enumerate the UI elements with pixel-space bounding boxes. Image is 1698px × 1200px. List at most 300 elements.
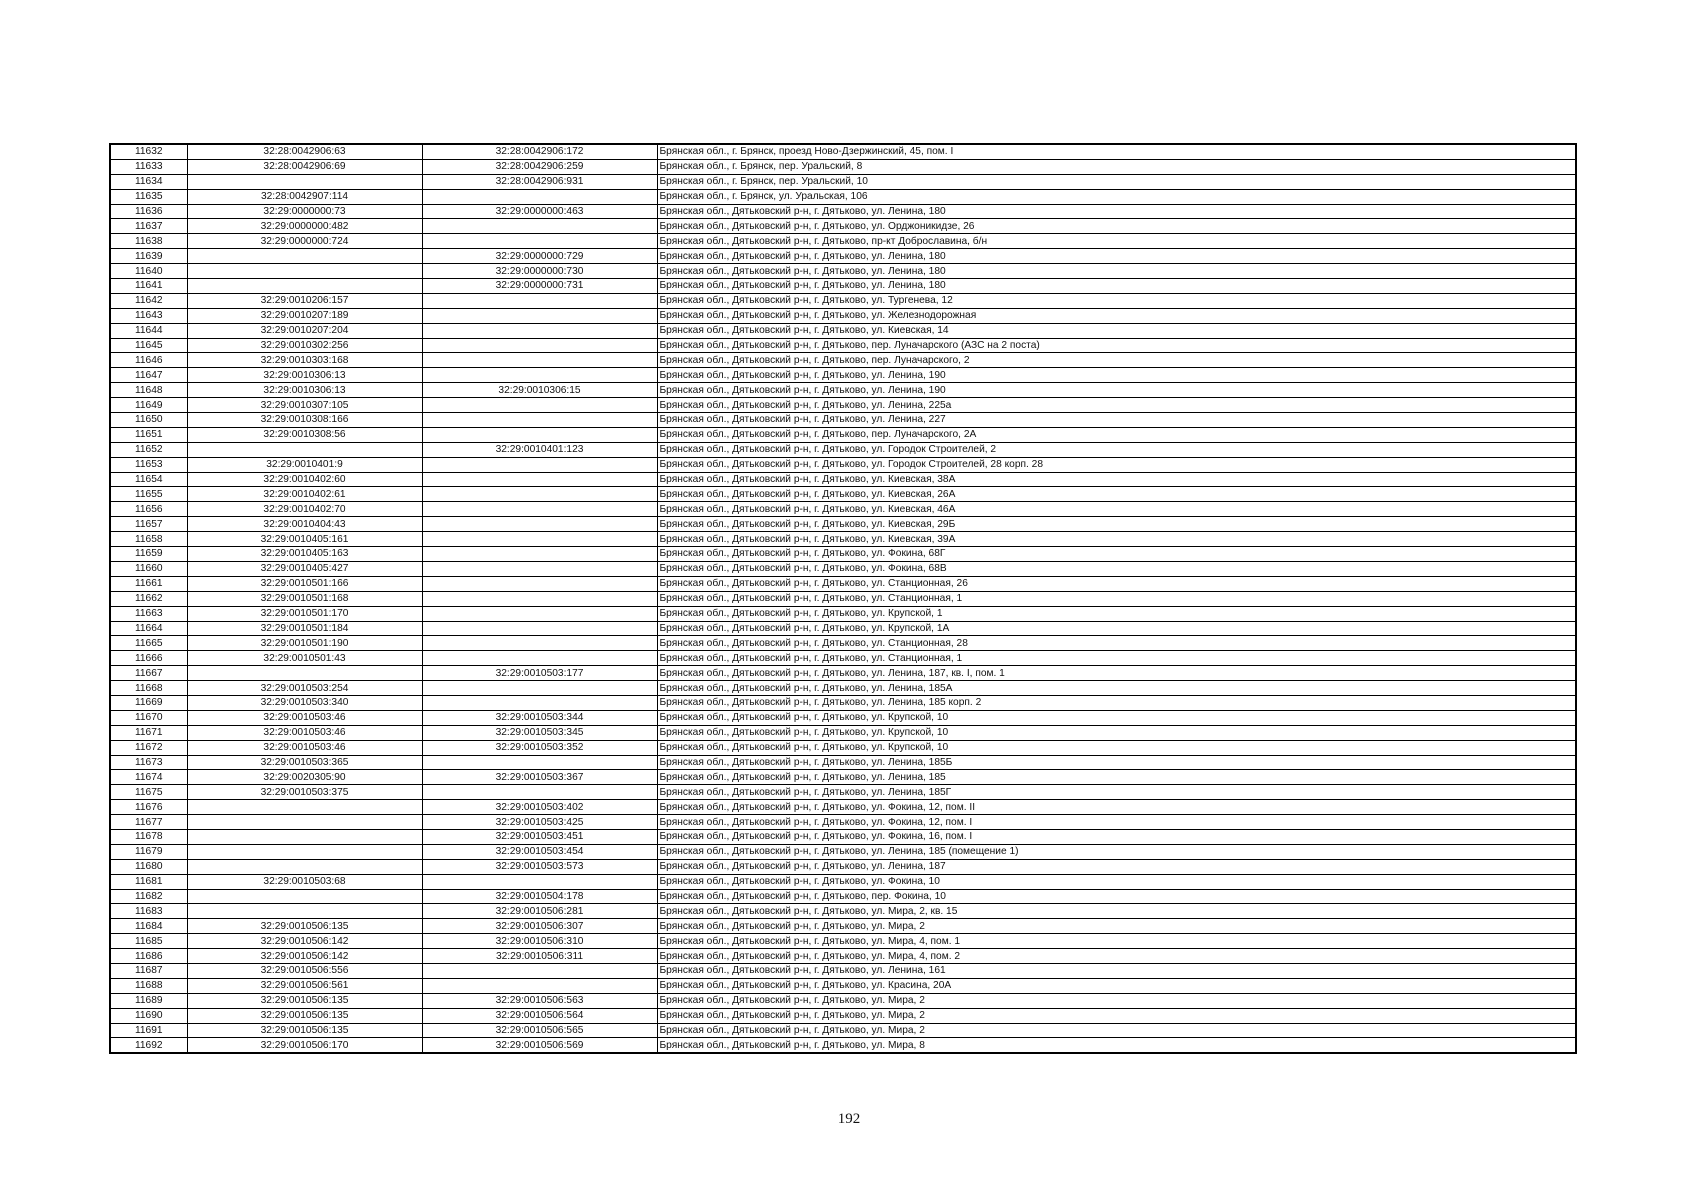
address-cell: Брянская обл., Дятьковский р-н, г. Дятьково, ул. Киевская, 14 <box>657 323 1576 338</box>
address-cell: Брянская обл., Дятьковский р-н, г. Дятьково, пр-кт Доброславина, б/н <box>657 234 1576 249</box>
land-cadastral-number-cell: 32:29:0010506:556 <box>187 963 422 978</box>
row-number-cell: 11663 <box>110 606 187 621</box>
object-cadastral-number-cell: 32:29:0000000:730 <box>422 264 657 279</box>
table-row <box>110 695 1576 710</box>
row-number-cell: 11670 <box>110 710 187 725</box>
land-cadastral-number-cell: 32:29:0010506:135 <box>187 1023 422 1038</box>
table-row <box>110 234 1576 249</box>
object-cadastral-number-cell <box>422 219 657 234</box>
table-row <box>110 949 1576 964</box>
address-cell: Брянская обл., Дятьковский р-н, г. Дятьково, ул. Мира, 4, пом. 2 <box>657 949 1576 964</box>
row-number-cell: 11674 <box>110 770 187 785</box>
object-cadastral-number-cell: 32:29:0010506:563 <box>422 993 657 1008</box>
land-cadastral-number-cell: 32:29:0010501:43 <box>187 651 422 666</box>
table-row <box>110 1023 1576 1038</box>
object-cadastral-number-cell <box>422 547 657 562</box>
address-cell: Брянская обл., Дятьковский р-н, г. Дятьково, ул. Станционная, 1 <box>657 591 1576 606</box>
address-cell: Брянская обл., Дятьковский р-н, г. Дятьково, ул. Ленина, 180 <box>657 249 1576 264</box>
address-cell: Брянская обл., Дятьковский р-н, г. Дятьково, ул. Станционная, 26 <box>657 576 1576 591</box>
row-number-cell: 11634 <box>110 174 187 189</box>
table-row <box>110 353 1576 368</box>
object-cadastral-number-cell <box>422 576 657 591</box>
table-row <box>110 829 1576 844</box>
address-cell: Брянская обл., Дятьковский р-н, г. Дятьково, ул. Крупской, 10 <box>657 725 1576 740</box>
address-cell: Брянская обл., Дятьковский р-н, г. Дятьково, ул. Фокина, 12, пом. I <box>657 815 1576 830</box>
row-number-cell: 11685 <box>110 934 187 949</box>
address-cell: Брянская обл., г. Брянск, пер. Уральский, 8 <box>657 159 1576 174</box>
land-cadastral-number-cell: 32:29:0000000:724 <box>187 234 422 249</box>
land-cadastral-number-cell: 32:29:0010506:142 <box>187 934 422 949</box>
land-cadastral-number-cell: 32:29:0010401:9 <box>187 457 422 472</box>
address-cell: Брянская обл., Дятьковский р-н, г. Дятьково, ул. Ленина, 180 <box>657 264 1576 279</box>
row-number-cell: 11638 <box>110 234 187 249</box>
table-row <box>110 710 1576 725</box>
row-number-cell: 11648 <box>110 383 187 398</box>
row-number-cell: 11689 <box>110 993 187 1008</box>
row-number-cell: 11680 <box>110 859 187 874</box>
address-cell: Брянская обл., Дятьковский р-н, г. Дятьково, ул. Крупской, 1А <box>657 621 1576 636</box>
table-row <box>110 472 1576 487</box>
row-number-cell: 11633 <box>110 159 187 174</box>
row-number-cell: 11635 <box>110 189 187 204</box>
address-cell: Брянская обл., Дятьковский р-н, г. Дятьково, ул. Фокина, 68Г <box>657 547 1576 562</box>
land-cadastral-number-cell <box>187 800 422 815</box>
land-cadastral-number-cell: 32:29:0020305:90 <box>187 770 422 785</box>
table-row <box>110 815 1576 830</box>
land-cadastral-number-cell: 32:29:0010506:135 <box>187 1008 422 1023</box>
address-cell: Брянская обл., Дятьковский р-н, г. Дятьково, ул. Фокина, 12, пом. II <box>657 800 1576 815</box>
row-number-cell: 11640 <box>110 264 187 279</box>
table-row <box>110 264 1576 279</box>
land-cadastral-number-cell <box>187 442 422 457</box>
row-number-cell: 11668 <box>110 681 187 696</box>
address-cell: Брянская обл., Дятьковский р-н, г. Дятьково, ул. Станционная, 1 <box>657 651 1576 666</box>
row-number-cell: 11681 <box>110 874 187 889</box>
address-cell: Брянская обл., Дятьковский р-н, г. Дятьково, ул. Ленина, 185А <box>657 681 1576 696</box>
address-cell: Брянская обл., Дятьковский р-н, г. Дятьково, ул. Мира, 2 <box>657 993 1576 1008</box>
row-number-cell: 11646 <box>110 353 187 368</box>
object-cadastral-number-cell <box>422 502 657 517</box>
address-cell: Брянская обл., Дятьковский р-н, г. Дятьково, ул. Ленина, 180 <box>657 279 1576 294</box>
row-number-cell: 11673 <box>110 755 187 770</box>
object-cadastral-number-cell <box>422 651 657 666</box>
object-cadastral-number-cell: 32:29:0010506:310 <box>422 934 657 949</box>
object-cadastral-number-cell <box>422 472 657 487</box>
table-row <box>110 666 1576 681</box>
table-row <box>110 1008 1576 1023</box>
table-row <box>110 174 1576 189</box>
address-cell: Брянская обл., Дятьковский р-н, г. Дятьково, ул. Киевская, 46А <box>657 502 1576 517</box>
table-row <box>110 427 1576 442</box>
table-row <box>110 561 1576 576</box>
land-cadastral-number-cell: 32:28:0042906:63 <box>187 144 422 159</box>
land-cadastral-number-cell <box>187 844 422 859</box>
row-number-cell: 11677 <box>110 815 187 830</box>
table-row <box>110 919 1576 934</box>
address-cell: Брянская обл., Дятьковский р-н, г. Дятьково, ул. Ленина, 190 <box>657 368 1576 383</box>
land-cadastral-number-cell: 32:29:0010503:365 <box>187 755 422 770</box>
row-number-cell: 11659 <box>110 547 187 562</box>
address-cell: Брянская обл., Дятьковский р-н, г. Дятьково, ул. Крупской, 10 <box>657 710 1576 725</box>
address-cell: Брянская обл., Дятьковский р-н, г. Дятьково, ул. Мира, 2, кв. 15 <box>657 904 1576 919</box>
table-row <box>110 755 1576 770</box>
land-cadastral-number-cell: 32:29:0010503:46 <box>187 725 422 740</box>
land-cadastral-number-cell <box>187 829 422 844</box>
object-cadastral-number-cell: 32:29:0010506:311 <box>422 949 657 964</box>
table-row <box>110 279 1576 294</box>
row-number-cell: 11686 <box>110 949 187 964</box>
address-cell: Брянская обл., Дятьковский р-н, г. Дятьково, ул. Тургенева, 12 <box>657 293 1576 308</box>
address-cell: Брянская обл., Дятьковский р-н, г. Дятьково, ул. Мира, 8 <box>657 1038 1576 1053</box>
land-cadastral-number-cell: 32:29:0010501:166 <box>187 576 422 591</box>
land-cadastral-number-cell: 32:29:0010501:170 <box>187 606 422 621</box>
cadastral-table <box>109 143 1577 1054</box>
address-cell: Брянская обл., Дятьковский р-н, г. Дятьково, ул. Киевская, 39А <box>657 532 1576 547</box>
object-cadastral-number-cell <box>422 874 657 889</box>
object-cadastral-number-cell <box>422 308 657 323</box>
object-cadastral-number-cell: 32:29:0000000:463 <box>422 204 657 219</box>
object-cadastral-number-cell <box>422 398 657 413</box>
address-cell: Брянская обл., Дятьковский р-н, г. Дятьково, ул. Мира, 2 <box>657 1008 1576 1023</box>
land-cadastral-number-cell: 32:29:0010503:46 <box>187 710 422 725</box>
land-cadastral-number-cell: 32:29:0010501:190 <box>187 636 422 651</box>
land-cadastral-number-cell: 32:29:0010306:13 <box>187 383 422 398</box>
address-cell: Брянская обл., Дятьковский р-н, г. Дятьково, ул. Ленина, 180 <box>657 204 1576 219</box>
row-number-cell: 11671 <box>110 725 187 740</box>
address-cell: Брянская обл., Дятьковский р-н, г. Дятьково, ул. Ленина, 185 корп. 2 <box>657 695 1576 710</box>
row-number-cell: 11662 <box>110 591 187 606</box>
object-cadastral-number-cell: 32:28:0042906:172 <box>422 144 657 159</box>
land-cadastral-number-cell: 32:28:0042907:114 <box>187 189 422 204</box>
land-cadastral-number-cell <box>187 859 422 874</box>
table-row <box>110 249 1576 264</box>
table-row <box>110 978 1576 993</box>
address-cell: Брянская обл., Дятьковский р-н, г. Дятьково, ул. Киевская, 26А <box>657 487 1576 502</box>
land-cadastral-number-cell: 32:29:0010503:46 <box>187 740 422 755</box>
row-number-cell: 11691 <box>110 1023 187 1038</box>
land-cadastral-number-cell: 32:29:0010506:170 <box>187 1038 422 1053</box>
address-cell: Брянская обл., Дятьковский р-н, г. Дятьково, ул. Ленина, 161 <box>657 963 1576 978</box>
object-cadastral-number-cell: 32:29:0010506:569 <box>422 1038 657 1053</box>
object-cadastral-number-cell: 32:29:0010503:352 <box>422 740 657 755</box>
row-number-cell: 11639 <box>110 249 187 264</box>
row-number-cell: 11650 <box>110 413 187 428</box>
row-number-cell: 11664 <box>110 621 187 636</box>
object-cadastral-number-cell <box>422 532 657 547</box>
address-cell: Брянская обл., Дятьковский р-н, г. Дятьково, ул. Мира, 2 <box>657 919 1576 934</box>
table-row <box>110 576 1576 591</box>
table-row <box>110 844 1576 859</box>
object-cadastral-number-cell <box>422 413 657 428</box>
address-cell: Брянская обл., г. Брянск, пер. Уральский, 10 <box>657 174 1576 189</box>
table-row <box>110 189 1576 204</box>
object-cadastral-number-cell <box>422 606 657 621</box>
row-number-cell: 11636 <box>110 204 187 219</box>
table-row <box>110 785 1576 800</box>
object-cadastral-number-cell: 32:29:0010504:178 <box>422 889 657 904</box>
table-row <box>110 740 1576 755</box>
table-row <box>110 517 1576 532</box>
land-cadastral-number-cell <box>187 815 422 830</box>
row-number-cell: 11643 <box>110 308 187 323</box>
row-number-cell: 11656 <box>110 502 187 517</box>
address-cell: Брянская обл., г. Брянск, ул. Уральская, 106 <box>657 189 1576 204</box>
object-cadastral-number-cell <box>422 234 657 249</box>
table-row <box>110 219 1576 234</box>
row-number-cell: 11652 <box>110 442 187 457</box>
address-cell: Брянская обл., Дятьковский р-н, г. Дятьково, ул. Ленина, 187, кв. I, пом. 1 <box>657 666 1576 681</box>
object-cadastral-number-cell <box>422 487 657 502</box>
land-cadastral-number-cell: 32:29:0010503:68 <box>187 874 422 889</box>
address-cell: Брянская обл., Дятьковский р-н, г. Дятьково, ул. Фокина, 68В <box>657 561 1576 576</box>
address-cell: Брянская обл., Дятьковский р-н, г. Дятьково, ул. Городок Строителей, 28 корп. 28 <box>657 457 1576 472</box>
row-number-cell: 11645 <box>110 338 187 353</box>
row-number-cell: 11647 <box>110 368 187 383</box>
table-row <box>110 383 1576 398</box>
table-row <box>110 442 1576 457</box>
object-cadastral-number-cell <box>422 457 657 472</box>
address-cell: Брянская обл., Дятьковский р-н, г. Дятьково, пер. Луначарского (АЗС на 2 поста) <box>657 338 1576 353</box>
table-row <box>110 1038 1576 1053</box>
row-number-cell: 11676 <box>110 800 187 815</box>
land-cadastral-number-cell: 32:29:0010306:13 <box>187 368 422 383</box>
object-cadastral-number-cell: 32:29:0010506:307 <box>422 919 657 934</box>
object-cadastral-number-cell <box>422 636 657 651</box>
table-row <box>110 874 1576 889</box>
address-cell: Брянская обл., Дятьковский р-н, г. Дятьково, пер. Фокина, 10 <box>657 889 1576 904</box>
row-number-cell: 11679 <box>110 844 187 859</box>
table-row <box>110 413 1576 428</box>
table-row <box>110 963 1576 978</box>
object-cadastral-number-cell <box>422 681 657 696</box>
land-cadastral-number-cell: 32:29:0010207:189 <box>187 308 422 323</box>
address-cell: Брянская обл., Дятьковский р-н, г. Дятьково, ул. Станционная, 28 <box>657 636 1576 651</box>
row-number-cell: 11667 <box>110 666 187 681</box>
address-cell: Брянская обл., Дятьковский р-н, г. Дятьково, ул. Городок Строителей, 2 <box>657 442 1576 457</box>
row-number-cell: 11644 <box>110 323 187 338</box>
object-cadastral-number-cell <box>422 591 657 606</box>
table-row <box>110 859 1576 874</box>
object-cadastral-number-cell: 32:29:0010503:367 <box>422 770 657 785</box>
table-row <box>110 204 1576 219</box>
row-number-cell: 11675 <box>110 785 187 800</box>
address-cell: Брянская обл., Дятьковский р-н, г. Дятьково, ул. Фокина, 10 <box>657 874 1576 889</box>
address-cell: Брянская обл., Дятьковский р-н, г. Дятьково, ул. Железнодорожная <box>657 308 1576 323</box>
land-cadastral-number-cell <box>187 279 422 294</box>
table-row <box>110 725 1576 740</box>
object-cadastral-number-cell: 32:29:0010503:454 <box>422 844 657 859</box>
address-cell: Брянская обл., Дятьковский р-н, г. Дятьково, пер. Луначарского, 2А <box>657 427 1576 442</box>
land-cadastral-number-cell: 32:29:0010303:168 <box>187 353 422 368</box>
row-number-cell: 11651 <box>110 427 187 442</box>
object-cadastral-number-cell <box>422 293 657 308</box>
land-cadastral-number-cell: 32:29:0010506:561 <box>187 978 422 993</box>
table-row <box>110 487 1576 502</box>
address-cell: Брянская обл., г. Брянск, проезд Ново-Дзержинский, 45, пом. I <box>657 144 1576 159</box>
land-cadastral-number-cell: 32:29:0010506:135 <box>187 993 422 1008</box>
address-cell: Брянская обл., Дятьковский р-н, г. Дятьково, ул. Крупской, 10 <box>657 740 1576 755</box>
object-cadastral-number-cell: 32:29:0000000:729 <box>422 249 657 264</box>
land-cadastral-number-cell: 32:29:0010402:60 <box>187 472 422 487</box>
object-cadastral-number-cell: 32:29:0010503:402 <box>422 800 657 815</box>
address-cell: Брянская обл., Дятьковский р-н, г. Дятьково, ул. Ленина, 185 (помещение 1) <box>657 844 1576 859</box>
table-row <box>110 651 1576 666</box>
object-cadastral-number-cell: 32:29:0010506:281 <box>422 904 657 919</box>
row-number-cell: 11649 <box>110 398 187 413</box>
land-cadastral-number-cell: 32:29:0010506:142 <box>187 949 422 964</box>
object-cadastral-number-cell <box>422 323 657 338</box>
land-cadastral-number-cell: 32:29:0010307:105 <box>187 398 422 413</box>
object-cadastral-number-cell: 32:29:0010503:425 <box>422 815 657 830</box>
table-row <box>110 889 1576 904</box>
row-number-cell: 11641 <box>110 279 187 294</box>
address-cell: Брянская обл., Дятьковский р-н, г. Дятьково, ул. Ленина, 185 <box>657 770 1576 785</box>
object-cadastral-number-cell <box>422 517 657 532</box>
land-cadastral-number-cell <box>187 889 422 904</box>
address-cell: Брянская обл., Дятьковский р-н, г. Дятьково, ул. Ленина, 185Б <box>657 755 1576 770</box>
object-cadastral-number-cell: 32:29:0010503:573 <box>422 859 657 874</box>
table-row <box>110 338 1576 353</box>
table-row <box>110 293 1576 308</box>
address-cell: Брянская обл., Дятьковский р-н, г. Дятьково, ул. Киевская, 38А <box>657 472 1576 487</box>
address-cell: Брянская обл., Дятьковский р-н, г. Дятьково, пер. Луначарского, 2 <box>657 353 1576 368</box>
land-cadastral-number-cell: 32:29:0010506:135 <box>187 919 422 934</box>
object-cadastral-number-cell: 32:28:0042906:931 <box>422 174 657 189</box>
page-number: 192 <box>837 1111 861 1127</box>
object-cadastral-number-cell: 32:29:0010503:344 <box>422 710 657 725</box>
land-cadastral-number-cell: 32:29:0010402:61 <box>187 487 422 502</box>
address-cell: Брянская обл., Дятьковский р-н, г. Дятьково, ул. Ленина, 185Г <box>657 785 1576 800</box>
object-cadastral-number-cell: 32:29:0010503:177 <box>422 666 657 681</box>
land-cadastral-number-cell: 32:29:0010207:204 <box>187 323 422 338</box>
land-cadastral-number-cell: 32:29:0010501:168 <box>187 591 422 606</box>
object-cadastral-number-cell <box>422 338 657 353</box>
object-cadastral-number-cell: 32:29:0010306:15 <box>422 383 657 398</box>
object-cadastral-number-cell <box>422 427 657 442</box>
address-cell: Брянская обл., Дятьковский р-н, г. Дятьково, ул. Ленина, 190 <box>657 383 1576 398</box>
object-cadastral-number-cell <box>422 621 657 636</box>
land-cadastral-number-cell: 32:29:0010302:256 <box>187 338 422 353</box>
object-cadastral-number-cell <box>422 963 657 978</box>
row-number-cell: 11692 <box>110 1038 187 1053</box>
object-cadastral-number-cell <box>422 561 657 576</box>
table-row <box>110 457 1576 472</box>
land-cadastral-number-cell <box>187 264 422 279</box>
land-cadastral-number-cell: 32:29:0010503:340 <box>187 695 422 710</box>
table-row <box>110 621 1576 636</box>
row-number-cell: 11665 <box>110 636 187 651</box>
row-number-cell: 11658 <box>110 532 187 547</box>
object-cadastral-number-cell: 32:29:0000000:731 <box>422 279 657 294</box>
table-row <box>110 368 1576 383</box>
object-cadastral-number-cell <box>422 785 657 800</box>
land-cadastral-number-cell: 32:29:0010402:70 <box>187 502 422 517</box>
table-row <box>110 144 1576 159</box>
object-cadastral-number-cell <box>422 978 657 993</box>
table-row <box>110 532 1576 547</box>
table-row <box>110 591 1576 606</box>
row-number-cell: 11690 <box>110 1008 187 1023</box>
object-cadastral-number-cell: 32:28:0042906:259 <box>422 159 657 174</box>
address-cell: Брянская обл., Дятьковский р-н, г. Дятьково, ул. Орджоникидзе, 26 <box>657 219 1576 234</box>
address-cell: Брянская обл., Дятьковский р-н, г. Дятьково, ул. Красина, 20А <box>657 978 1576 993</box>
land-cadastral-number-cell <box>187 904 422 919</box>
object-cadastral-number-cell <box>422 353 657 368</box>
row-number-cell: 11666 <box>110 651 187 666</box>
row-number-cell: 11683 <box>110 904 187 919</box>
land-cadastral-number-cell: 32:29:0010405:163 <box>187 547 422 562</box>
land-cadastral-number-cell <box>187 174 422 189</box>
row-number-cell: 11672 <box>110 740 187 755</box>
land-cadastral-number-cell: 32:29:0000000:482 <box>187 219 422 234</box>
table-row <box>110 502 1576 517</box>
object-cadastral-number-cell: 32:29:0010506:565 <box>422 1023 657 1038</box>
address-cell: Брянская обл., Дятьковский р-н, г. Дятьково, ул. Фокина, 16, пом. I <box>657 829 1576 844</box>
row-number-cell: 11632 <box>110 144 187 159</box>
row-number-cell: 11642 <box>110 293 187 308</box>
object-cadastral-number-cell: 32:29:0010503:451 <box>422 829 657 844</box>
row-number-cell: 11682 <box>110 889 187 904</box>
address-cell: Брянская обл., Дятьковский р-н, г. Дятьково, ул. Ленина, 225а <box>657 398 1576 413</box>
address-cell: Брянская обл., Дятьковский р-н, г. Дятьково, ул. Мира, 4, пом. 1 <box>657 934 1576 949</box>
address-cell: Брянская обл., Дятьковский р-н, г. Дятьково, ул. Киевская, 29Б <box>657 517 1576 532</box>
object-cadastral-number-cell <box>422 189 657 204</box>
row-number-cell: 11687 <box>110 963 187 978</box>
address-cell: Брянская обл., Дятьковский р-н, г. Дятьково, ул. Ленина, 227 <box>657 413 1576 428</box>
row-number-cell: 11654 <box>110 472 187 487</box>
table-row <box>110 636 1576 651</box>
table-row <box>110 606 1576 621</box>
land-cadastral-number-cell: 32:29:0010308:56 <box>187 427 422 442</box>
object-cadastral-number-cell <box>422 755 657 770</box>
table-body <box>110 144 1576 1053</box>
land-cadastral-number-cell <box>187 666 422 681</box>
table-row <box>110 800 1576 815</box>
land-cadastral-number-cell <box>187 249 422 264</box>
row-number-cell: 11688 <box>110 978 187 993</box>
table-row <box>110 323 1576 338</box>
object-cadastral-number-cell: 32:29:0010401:123 <box>422 442 657 457</box>
object-cadastral-number-cell: 32:29:0010506:564 <box>422 1008 657 1023</box>
table-row <box>110 904 1576 919</box>
row-number-cell: 11655 <box>110 487 187 502</box>
address-cell: Брянская обл., Дятьковский р-н, г. Дятьково, ул. Ленина, 187 <box>657 859 1576 874</box>
table-row <box>110 547 1576 562</box>
row-number-cell: 11669 <box>110 695 187 710</box>
land-cadastral-number-cell: 32:29:0010308:166 <box>187 413 422 428</box>
table-row <box>110 398 1576 413</box>
land-cadastral-number-cell: 32:29:0010405:427 <box>187 561 422 576</box>
table-row <box>110 770 1576 785</box>
row-number-cell: 11657 <box>110 517 187 532</box>
address-cell: Брянская обл., Дятьковский р-н, г. Дятьково, ул. Мира, 2 <box>657 1023 1576 1038</box>
land-cadastral-number-cell: 32:29:0010503:254 <box>187 681 422 696</box>
object-cadastral-number-cell <box>422 368 657 383</box>
row-number-cell: 11678 <box>110 829 187 844</box>
land-cadastral-number-cell: 32:28:0042906:69 <box>187 159 422 174</box>
table-row <box>110 934 1576 949</box>
land-cadastral-number-cell: 32:29:0000000:73 <box>187 204 422 219</box>
table-row <box>110 159 1576 174</box>
row-number-cell: 11661 <box>110 576 187 591</box>
land-cadastral-number-cell: 32:29:0010503:375 <box>187 785 422 800</box>
table-row <box>110 993 1576 1008</box>
row-number-cell: 11684 <box>110 919 187 934</box>
land-cadastral-number-cell: 32:29:0010404:43 <box>187 517 422 532</box>
table-row <box>110 681 1576 696</box>
object-cadastral-number-cell: 32:29:0010503:345 <box>422 725 657 740</box>
land-cadastral-number-cell: 32:29:0010501:184 <box>187 621 422 636</box>
